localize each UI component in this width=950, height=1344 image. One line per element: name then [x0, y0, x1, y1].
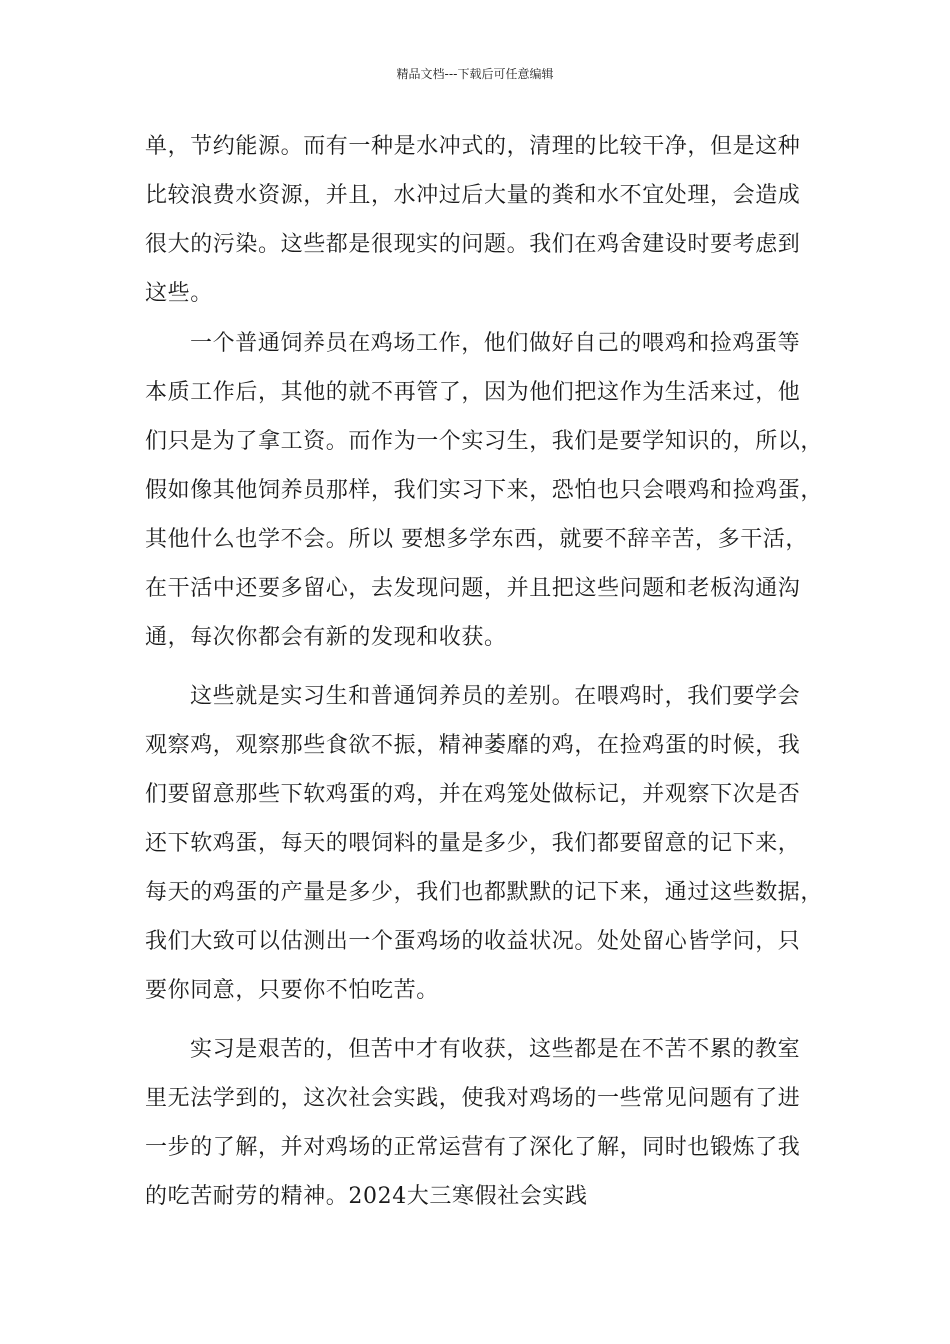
paragraph-first-line: 实习是艰苦的，但苦中才有收获，这些都是在不苦不累的教室 — [190, 1037, 801, 1062]
text-line: 要你同意，只要你不怕吃苦。 — [145, 978, 439, 1003]
text-line: 其他什么也学不会。所以 要想多学东西，就要不辞辛苦，多干活， — [145, 527, 808, 552]
text-line: 观察鸡，观察那些食欲不振，精神萎靡的鸡，在捡鸡蛋的时候，我 — [145, 733, 801, 758]
text-line: 本质工作后，其他的就不再管了，因为他们把这作为生活来过，他 — [145, 380, 801, 405]
text-line: 比较浪费水资源，并且，水冲过后大量的粪和水不宜处理，会造成 — [145, 183, 801, 208]
text-line: 每天的鸡蛋的产量是多少，我们也都默默的记下来，通过这些数据， — [145, 880, 824, 905]
text-line: 一步的了解，并对鸡场的正常运营有了深化了解，同时也锻炼了我 — [145, 1135, 801, 1160]
text-line: 们只是为了拿工资。而作为一个实习生，我们是要学知识的，所以， — [145, 429, 824, 454]
text-line: 单，节约能源。而有一种是水冲式的，清理的比较干净，但是这种 — [145, 134, 801, 159]
text-line: 们要留意那些下软鸡蛋的鸡，并在鸡笼处做标记，并观察下次是否 — [145, 782, 801, 807]
text-line: 在干活中还要多留心，去发现问题，并且把这些问题和老板沟通沟 — [145, 576, 801, 601]
text-line: 这些。 — [145, 281, 213, 306]
page-header: 精品文档---下载后可任意编辑 — [396, 67, 554, 81]
text-line: 还下软鸡蛋，每天的喂饲料的量是多少，我们都要留意的记下来， — [145, 831, 801, 856]
paragraph-first-line: 这些就是实习生和普通饲养员的差别。在喂鸡时，我们要学会 — [190, 684, 801, 709]
text-line: 里无法学到的，这次社会实践，使我对鸡场的一些常见问题有了进 — [145, 1086, 801, 1111]
text-line: 假如像其他饲养员那样，我们实习下来，恐怕也只会喂鸡和捡鸡蛋， — [145, 478, 824, 503]
text-line: 很大的污染。这些都是很现实的问题。我们在鸡舍建设时要考虑到 — [145, 232, 801, 257]
paragraph-first-line: 一个普通饲养员在鸡场工作，他们做好自己的喂鸡和捡鸡蛋等 — [190, 331, 801, 356]
text-line: 通，每次你都会有新的发现和收获。 — [145, 625, 507, 650]
text-line: 的吃苦耐劳的精神。2024大三寒假社会实践 — [145, 1184, 588, 1209]
text-line: 我们大致可以估测出一个蛋鸡场的收益状况。处处留心皆学问，只 — [145, 929, 801, 954]
